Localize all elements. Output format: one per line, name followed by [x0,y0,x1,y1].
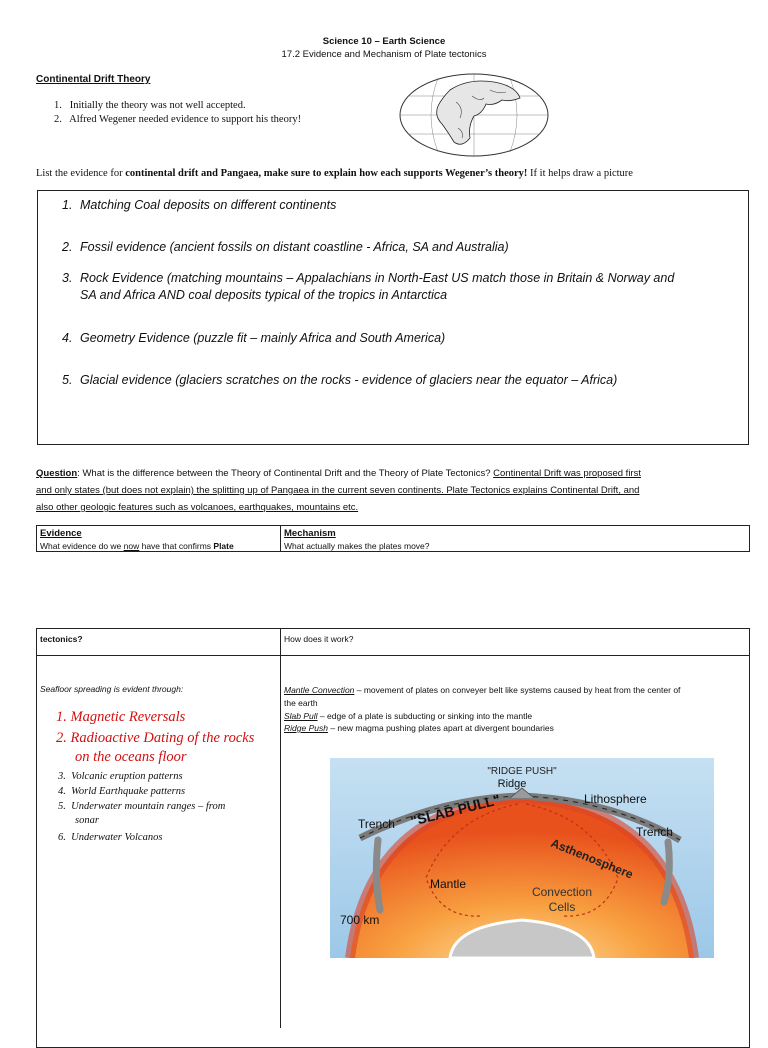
evidence-text: Geometry Evidence (puzzle fit – mainly Africa and South America) [80,331,446,345]
mechanism-item: Slab Pull – edge of a plate is subducting or sinking into the mantle [284,711,533,721]
mechanism-item: Mantle Convection – movement of plates on conveyer belt like systems caused by heat from the center of the earth [284,685,681,708]
list-text: Alfred Wegener needed evidence to support his theory! [69,114,302,125]
evidence-item [62,270,732,304]
worksheet-title: Science 10 – Earth Science [322,36,446,47]
instruction-text [36,168,633,179]
label-slab-pull: "SLAB PULL" [408,791,502,829]
list-number: 1. [54,100,62,111]
label-mantle: Mantle [430,877,467,891]
label-convection: Convection [531,885,593,899]
evidence-item [62,330,732,347]
instruction-lead: List the evidence for [36,168,126,179]
label-asthenosphere: Asthenosphere [548,835,636,882]
worksheet-subtitle: 17.2 Evidence and Mechanism of Plate tectonics [281,49,487,60]
question-label: Question [36,468,78,479]
evidence-item [62,239,732,256]
section-title-continental-drift: Continental Drift Theory [36,74,151,85]
evidence-subheader: What evidence do we now have that confirms Plate [40,541,234,551]
list-item [54,100,246,111]
seafloor-intro: Seafloor spreading is evident through: [40,684,184,694]
label-cells: Cells [548,900,576,914]
evidence-text-cont: SA and Africa AND coal deposits typical of the tropics in Antarctica [80,288,448,302]
question-paragraph [36,465,748,516]
label-depth: 700 km [340,913,380,927]
evidence-item: 4. World Earthquake patterns [58,786,186,797]
table-divider [280,628,281,1028]
table-row-divider [36,655,750,656]
evidence-text: Rock Evidence (matching mountains – Appalachians in North-East US match those in Britain & Norway and [80,271,675,285]
instruction-bold: continental drift and Pangaea, make sure to explain how each supports Wegener’s theory! [125,168,528,179]
label-trench-right: Trench [636,825,673,839]
red-evidence-item: 1. Magnetic Reversals [56,709,186,725]
evidence-number: 3. [62,271,73,285]
evidence-subheader-cont: tectonics? [40,634,83,644]
list-text: Initially the theory was not well accepted. [69,100,246,111]
evidence-item: 6. Underwater Volcanos [58,832,163,843]
evidence-text: Glacial evidence (glaciers scratches on the rocks - evidence of glaciers near the equator – Africa) [80,373,618,387]
answer-line: also other geologic features such as volcanoes, earthquakes, mountains etc. [36,502,359,513]
evidence-item: 5. Underwater mountain ranges – from sonar [58,801,226,826]
mechanism-subheader: What actually makes the plates move? [284,541,430,551]
answer-line: Continental Drift was proposed first [493,468,641,479]
evidence-text: Matching Coal deposits on different continents [80,198,337,212]
evidence-header: Evidence [40,528,82,539]
table-divider [280,525,281,552]
evidence-number: 5. [62,373,73,387]
evidence-number: 1. [62,198,73,212]
red-evidence-item: 2. Radioactive Dating of the rocks on the oceans floor [56,730,255,765]
list-item [54,114,301,125]
mechanism-subheader-cont: How does it work? [284,634,354,644]
list-number: 2. [54,114,62,125]
question-text: : What is the difference between the Theory of Continental Drift and the Theory of Plate Tectonics? [77,468,494,479]
evidence-number: 4. [62,331,73,345]
evidence-number: 2. [62,240,73,254]
evidence-item: 3. Volcanic eruption patterns [58,771,183,782]
label-ridge-push: "RIDGE PUSH" [487,766,557,777]
answer-line: and only states (but does not explain) the splitting up of Pangaea in the current seven continents. Plate Tectonics explains Continental Drift, and [36,485,640,496]
label-trench-left: Trench [358,817,395,831]
slab-left [376,840,380,910]
mechanism-item: Ridge Push – new magma pushing plates apart at divergent boundaries [284,723,554,733]
evidence-answer-box [37,190,749,445]
mechanism-header: Mechanism [284,528,336,539]
pangaea-map-image [398,72,550,158]
plate-tectonics-diagram [330,758,714,958]
evidence-item [62,197,732,214]
label-lithosphere: Lithosphere [584,792,647,806]
evidence-text: Fossil evidence (ancient fossils on distant coastline - Africa, SA and Australia) [80,240,509,254]
evidence-item [62,372,732,389]
instruction-tail: If it helps draw a picture [527,168,633,179]
label-ridge: Ridge [497,778,527,790]
